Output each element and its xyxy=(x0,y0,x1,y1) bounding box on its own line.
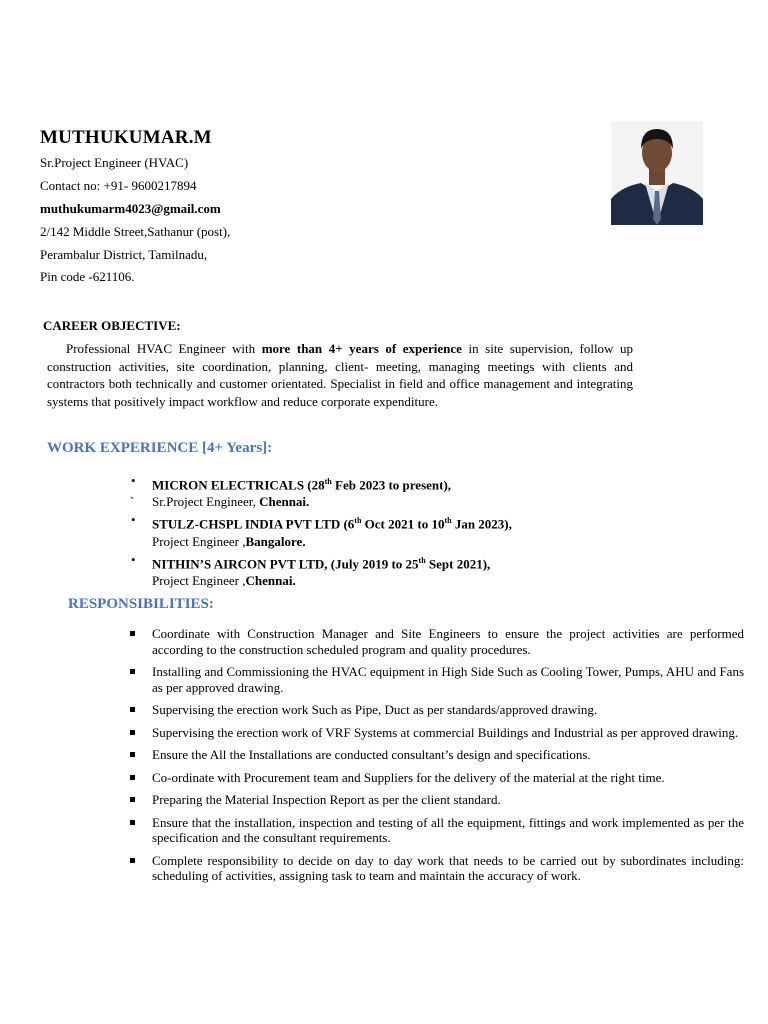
pin-code: Pin code -621106. xyxy=(40,269,135,284)
square-bullet-icon xyxy=(130,669,135,674)
list-item: Ensure that the installation, inspection and testing of all the equipment, fittings and work implemented as per the specification and the consultant requirements. xyxy=(128,815,744,846)
job-role: Project Engineer ,Bangalore. xyxy=(152,533,306,549)
list-item: Complete responsibility to decide on day to day work that needs to be carried out by subordinates including: scheduling of activities, assigning task to team and maintain the accuracy of work. xyxy=(128,853,744,884)
job-company: NITHIN’S AIRCON PVT LTD, (July 2019 to 25th Sept 2021), xyxy=(152,555,491,571)
list-item: Ensure the All the Installations are conducted consultant’s design and specifications. xyxy=(128,747,744,763)
square-bullet-icon xyxy=(130,797,135,802)
list-item: Preparing the Material Inspection Report as per the client standard. xyxy=(128,792,744,808)
job-entry xyxy=(128,512,688,549)
bullet-icon: • xyxy=(131,551,136,567)
list-item: Supervising the erection work of VRF Systems at commercial Buildings and Industrial as per approved drawing. xyxy=(128,725,744,741)
square-bullet-icon xyxy=(130,631,135,636)
bullet-icon: • xyxy=(131,473,136,488)
contact-number: Contact no: +91- 9600217894 xyxy=(40,178,197,193)
address-line-2: Perambalur District, Tamilnadu, xyxy=(40,247,208,262)
square-bullet-icon xyxy=(130,820,135,825)
list-item: Co-ordinate with Procurement team and Suppliers for the delivery of the material at the right time. xyxy=(128,770,744,786)
objective-text-emphasis: more than 4+ years of experience xyxy=(261,341,462,356)
square-bullet-icon xyxy=(130,707,135,712)
job-company: STULZ-CHSPL INDIA PVT LTD (6th Oct 2021 to 10th Jan 2023), xyxy=(152,516,512,532)
responsibilities-heading: RESPONSIBILITIES: xyxy=(68,596,214,612)
career-objective-text xyxy=(47,340,633,410)
objective-text-end: in site supervision, follow up construction activities, site coordination, planning, client- meeting, managing meetings with clients and contractors both technically and customer orientated. Specialist in field and office management and integrating systems that positively impact workflow and reduce corporate expenditure. xyxy=(47,341,633,409)
square-bullet-icon xyxy=(130,752,135,757)
list-item: Supervising the erection work Such as Pipe, Duct as per standards/approved drawing. xyxy=(128,702,744,718)
email-address: muthukumarm4023@gmail.com xyxy=(40,201,221,216)
responsibilities-list xyxy=(128,626,744,891)
profile-photo xyxy=(611,121,703,225)
work-experience-heading: WORK EXPERIENCE [4+ Years]: xyxy=(47,440,273,456)
address-line-1: 2/142 Middle Street,Sathanur (post), xyxy=(40,224,231,239)
square-bullet-icon xyxy=(130,858,135,863)
bullet-icon: • xyxy=(131,512,136,528)
job-title: Sr.Project Engineer (HVAC) xyxy=(40,155,189,170)
work-experience-list xyxy=(128,473,688,589)
backtick-marker: ` xyxy=(130,494,135,510)
objective-text-start: Professional HVAC Engineer with xyxy=(66,341,262,356)
job-role: Project Engineer ,Chennai. xyxy=(152,572,296,588)
square-bullet-icon xyxy=(130,775,135,780)
career-objective-heading: CAREER OBJECTIVE: xyxy=(43,318,181,333)
job-entry xyxy=(128,473,688,510)
candidate-name: MUTHUKUMAR.M xyxy=(40,127,212,148)
job-entry xyxy=(128,552,688,589)
square-bullet-icon xyxy=(130,730,135,735)
job-company: MICRON ELECTRICALS (28th Feb 2023 to present), xyxy=(152,477,452,493)
job-role: ` Sr.Project Engineer, Chennai. xyxy=(130,494,310,510)
list-item: Coordinate with Construction Manager and Site Engineers to ensure the project activities are performed according to the construction scheduled program and quality procedures. xyxy=(128,626,744,657)
list-item: Installing and Commissioning the HVAC equipment in High Side Such as Cooling Tower, Pumps, AHU and Fans as per approved drawing. xyxy=(128,664,744,695)
